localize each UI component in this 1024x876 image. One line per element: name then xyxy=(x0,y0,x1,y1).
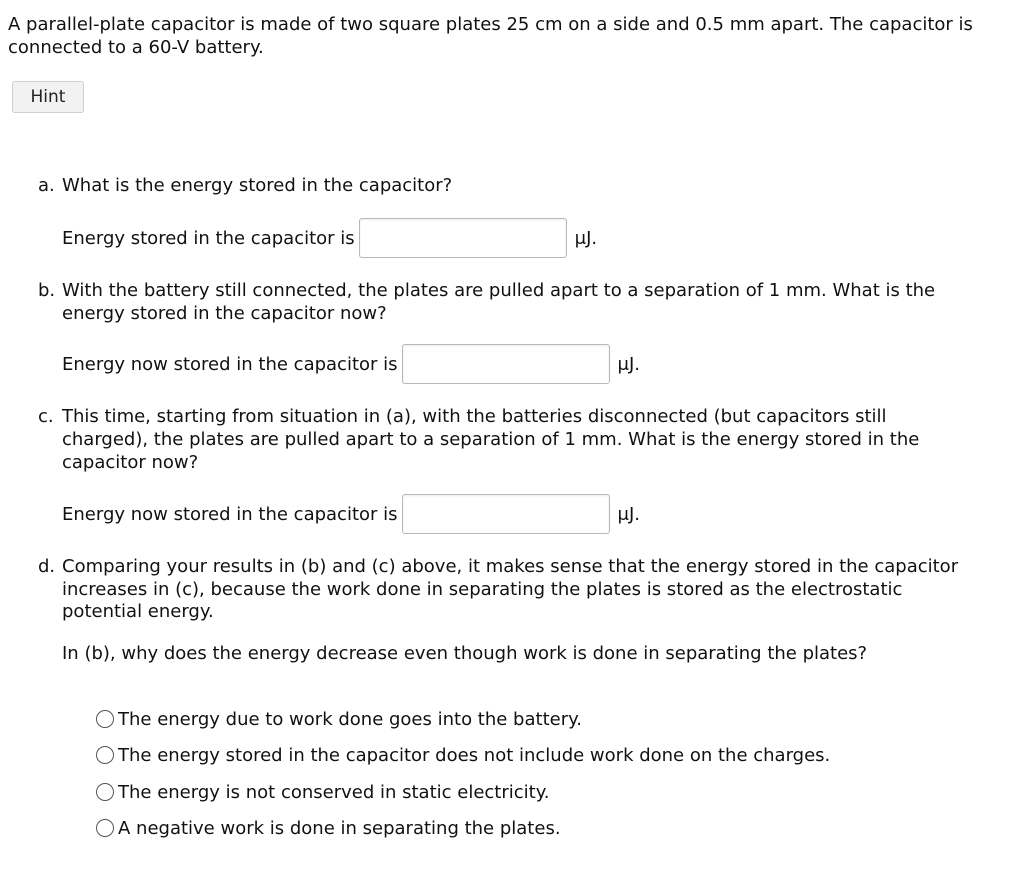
question-c-text-line-2: charged), the plates are pulled apart to a separation of 1 mm. What is the energy stored in the xyxy=(62,429,920,450)
question-a-letter: a. xyxy=(38,175,55,196)
question-d-text-line-3: potential energy. xyxy=(62,601,214,622)
answer-row-a xyxy=(62,218,597,258)
option-row-4[interactable] xyxy=(96,816,561,840)
question-c-text-line-3: capacitor now? xyxy=(62,452,199,473)
question-b-text-line-1: With the battery still connected, the plates are pulled apart to a separation of 1 mm. What is the xyxy=(62,280,936,301)
option-2-label: The energy stored in the capacitor does not include work done on the charges. xyxy=(118,744,831,766)
question-a-text: What is the energy stored in the capacitor? xyxy=(62,175,453,196)
question-b xyxy=(38,279,935,302)
question-b-text-line-2: energy stored in the capacitor now? xyxy=(62,303,387,324)
radio-option-4[interactable] xyxy=(96,819,114,837)
question-d-text-line-2: increases in (c), because the work done in separating the plates is stored as the electrostatic xyxy=(62,579,903,600)
question-a xyxy=(38,174,452,197)
radio-option-3[interactable] xyxy=(96,783,114,801)
answer-b-unit: μJ. xyxy=(617,353,641,375)
answer-b-input[interactable] xyxy=(402,344,610,384)
answer-row-b xyxy=(62,344,640,384)
problem-statement xyxy=(8,13,1008,59)
option-row-3[interactable] xyxy=(96,780,550,804)
question-c-text-line-1: This time, starting from situation in (a), with the batteries disconnected (but capacitors still xyxy=(62,406,887,427)
answer-c-unit: μJ. xyxy=(617,503,641,525)
answer-row-c xyxy=(62,494,640,534)
answer-c-input[interactable] xyxy=(402,494,610,534)
question-d xyxy=(38,555,958,578)
answer-b-label: Energy now stored in the capacitor is xyxy=(62,353,398,375)
radio-option-1[interactable] xyxy=(96,710,114,728)
answer-a-unit: μJ. xyxy=(574,227,598,249)
option-1-label: The energy due to work done goes into the battery. xyxy=(118,708,582,730)
answer-a-input[interactable] xyxy=(359,218,567,258)
question-d-prompt: In (b), why does the energy decrease even though work is done in separating the plates? xyxy=(62,643,868,664)
hint-button[interactable]: Hint xyxy=(12,81,84,113)
answer-a-label: Energy stored in the capacitor is xyxy=(62,227,355,249)
option-3-label: The energy is not conserved in static electricity. xyxy=(118,781,550,803)
problem-statement-line-2: connected to a 60-V battery. xyxy=(8,37,264,58)
radio-option-2[interactable] xyxy=(96,746,114,764)
option-row-2[interactable] xyxy=(96,743,830,767)
option-4-label: A negative work is done in separating the plates. xyxy=(118,817,561,839)
question-d-letter: d. xyxy=(38,556,56,577)
question-c xyxy=(38,405,887,428)
question-c-letter: c. xyxy=(38,406,54,427)
problem-statement-line-1: A parallel-plate capacitor is made of two square plates 25 cm on a side and 0.5 mm apart. The capacitor is xyxy=(8,14,973,35)
question-b-letter: b. xyxy=(38,280,56,301)
answer-c-label: Energy now stored in the capacitor is xyxy=(62,503,398,525)
question-d-text-line-1: Comparing your results in (b) and (c) above, it makes sense that the energy stored in the capacitor xyxy=(62,556,959,577)
option-row-1[interactable] xyxy=(96,707,582,731)
